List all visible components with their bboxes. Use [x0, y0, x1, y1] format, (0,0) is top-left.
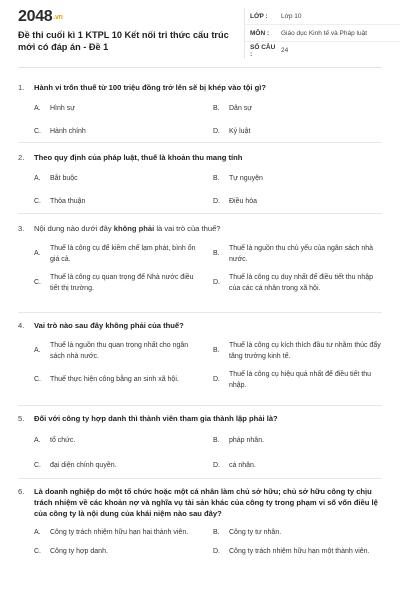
option-text: cá nhân. — [229, 461, 256, 469]
question-number: 4. — [18, 321, 25, 330]
site-logo[interactable] — [18, 8, 63, 26]
option-letter: A. — [34, 437, 41, 444]
option-letter: B. — [213, 347, 220, 355]
option-letter: A. — [34, 175, 41, 182]
question-text: Hành vi trốn thuế từ 100 triệu đồng trở lên sẽ bị khép vào tội gì? — [34, 83, 266, 92]
option-letter: A. — [34, 347, 41, 355]
meta-row-question-count — [245, 42, 400, 59]
option-b[interactable] — [213, 528, 382, 539]
meta-key: SỐ CÂU : — [250, 43, 276, 58]
logo-suffix: .vn — [53, 13, 63, 21]
meta-key: LỚP : — [250, 12, 268, 20]
option-a[interactable] — [34, 104, 203, 115]
option-text: Thuế là công cụ quan trọng để Nhà nước điều tiết thị trường. — [50, 274, 194, 292]
option-text: Thuế là công cụ để kiềm chế lạm phát, bình ổn giá cả. — [50, 245, 196, 263]
option-text: Công ty tư nhân. — [229, 529, 282, 536]
question-text — [34, 223, 382, 234]
divider — [18, 312, 382, 313]
option-letter: B. — [213, 105, 220, 112]
option-b[interactable] — [213, 104, 382, 115]
question-text: Đối với công ty hợp danh thì thành viên tham gia thành lập phải là? — [34, 414, 278, 423]
question-2 — [18, 152, 382, 207]
option-text: Công ty hợp danh. — [50, 547, 108, 555]
question-number: 5. — [18, 414, 25, 423]
option-letter: C. — [34, 127, 41, 135]
option-text: Điều hòa — [229, 197, 258, 205]
option-letter: B. — [213, 437, 220, 444]
exam-title: Đề thi cuối kì 1 KTPL 10 Kết nối tri thức cấu trúc mới có đáp án - Đề 1 — [18, 30, 229, 52]
option-text: đại diện chính quyền. — [50, 461, 117, 469]
exam-meta-table — [244, 8, 400, 59]
option-text: Công ty trách nhiệm hữu hạn một thành viên. — [229, 547, 370, 555]
option-letter: A. — [34, 105, 41, 112]
option-d[interactable] — [213, 370, 382, 391]
question-4 — [18, 320, 382, 391]
option-letter: B. — [213, 175, 220, 182]
option-c[interactable] — [34, 197, 203, 208]
option-a[interactable] — [34, 341, 203, 362]
question-3 — [18, 223, 382, 294]
option-a[interactable] — [34, 436, 203, 447]
question-1 — [18, 82, 382, 137]
option-b[interactable] — [213, 244, 382, 265]
option-letter: C. — [34, 197, 41, 205]
option-letter: D. — [213, 547, 220, 555]
option-text: Thuế thực hiện công bằng an sinh xã hội. — [50, 376, 179, 384]
question-text-after: là vai trò của thuế? — [154, 224, 221, 233]
meta-value: Giáo dục Kinh tế và Pháp luật — [281, 29, 368, 37]
question-number: 2. — [18, 153, 25, 162]
option-text: Tự nguyện — [229, 175, 263, 182]
divider — [18, 405, 382, 406]
option-d[interactable] — [213, 197, 382, 208]
option-text: Thuế là nguồn thu quan trọng nhất cho ngân sách nhà nước. — [50, 342, 189, 360]
question-number: 1. — [18, 83, 25, 92]
option-b[interactable] — [213, 341, 382, 362]
option-text: tổ chức. — [50, 437, 76, 444]
option-text: Công ty trách nhiệm hữu hạn hai thành viên. — [50, 529, 189, 536]
option-a[interactable] — [34, 174, 203, 185]
option-a[interactable] — [34, 244, 203, 265]
meta-value: Lớp 10 — [281, 12, 302, 20]
question-6 — [18, 486, 382, 557]
meta-key: MÔN : — [250, 29, 270, 37]
option-text: Thuế là công cụ duy nhất để điều tiết thu nhập của các cá nhân trong xã hội. — [229, 274, 373, 292]
option-text: Thuế là công cụ kích thích đầu tư nhằm thúc đẩy tăng trưởng kinh tế. — [229, 342, 381, 360]
option-text: pháp nhân. — [229, 437, 265, 444]
question-number: 3. — [18, 224, 25, 233]
option-text: Hình sự — [50, 105, 75, 112]
divider — [18, 213, 382, 214]
option-letter: C. — [34, 376, 41, 384]
meta-value: 24 — [281, 47, 289, 54]
option-letter: D. — [213, 376, 220, 384]
divider — [18, 478, 382, 479]
divider — [18, 142, 382, 143]
question-number: 6. — [18, 487, 25, 496]
option-b[interactable] — [213, 436, 382, 447]
meta-row-subject — [245, 25, 400, 42]
option-a[interactable] — [34, 528, 203, 539]
question-text: Là doanh nghiệp do một tổ chức hoặc một cá nhân làm chủ sở hữu; chủ sở hữu công ty chịu trách nhiệm về các khoản nợ và nghĩa vụ tài sản khác của công ty trong phạm vi số vốn điều lệ của công ty là nội dung của khái niệm nào sau đây? — [34, 487, 378, 518]
option-letter: D. — [213, 197, 220, 205]
option-letter: C. — [34, 461, 41, 469]
option-d[interactable] — [213, 547, 382, 558]
option-c[interactable] — [34, 370, 203, 391]
option-letter: D. — [213, 279, 220, 287]
option-letter: D. — [213, 127, 220, 135]
option-text: Dân sự — [229, 105, 252, 112]
option-c[interactable] — [34, 461, 203, 472]
option-b[interactable] — [213, 174, 382, 185]
option-text: Kỷ luật — [229, 127, 251, 135]
option-letter: A. — [34, 250, 41, 258]
option-text: Thuế là nguồn thu chủ yếu của ngân sách nhà nước. — [229, 245, 373, 263]
option-d[interactable] — [213, 127, 382, 138]
option-d[interactable] — [213, 273, 382, 294]
question-text: Theo quy định của pháp luật, thuế là khoản thu mang tính — [34, 153, 243, 162]
header — [18, 0, 382, 68]
option-letter: C. — [34, 547, 41, 555]
option-letter: B. — [213, 250, 220, 258]
option-letter: D. — [213, 461, 220, 469]
option-text: Thuế là công cụ hiệu quả nhất để điều tiết thu nhập. — [229, 371, 372, 389]
option-text: Bắt buộc — [50, 175, 78, 182]
option-d[interactable] — [213, 461, 382, 472]
option-text: Hành chính — [50, 127, 86, 135]
option-letter: C. — [34, 279, 41, 287]
option-c[interactable] — [34, 127, 203, 138]
question-5 — [18, 413, 382, 471]
logo-number: 2048 — [18, 8, 53, 25]
question-text: Vai trò nào sau đây không phải của thuế? — [34, 321, 184, 330]
option-letter: B. — [213, 529, 220, 536]
option-text: Thỏa thuận — [50, 197, 86, 205]
option-c[interactable] — [34, 547, 203, 558]
option-letter: A. — [34, 529, 41, 536]
question-text-emphasis: không phải — [113, 224, 155, 233]
meta-row-class — [245, 8, 400, 25]
question-text-before: Nội dung nào dưới đây — [34, 224, 114, 233]
option-c[interactable] — [34, 273, 203, 294]
